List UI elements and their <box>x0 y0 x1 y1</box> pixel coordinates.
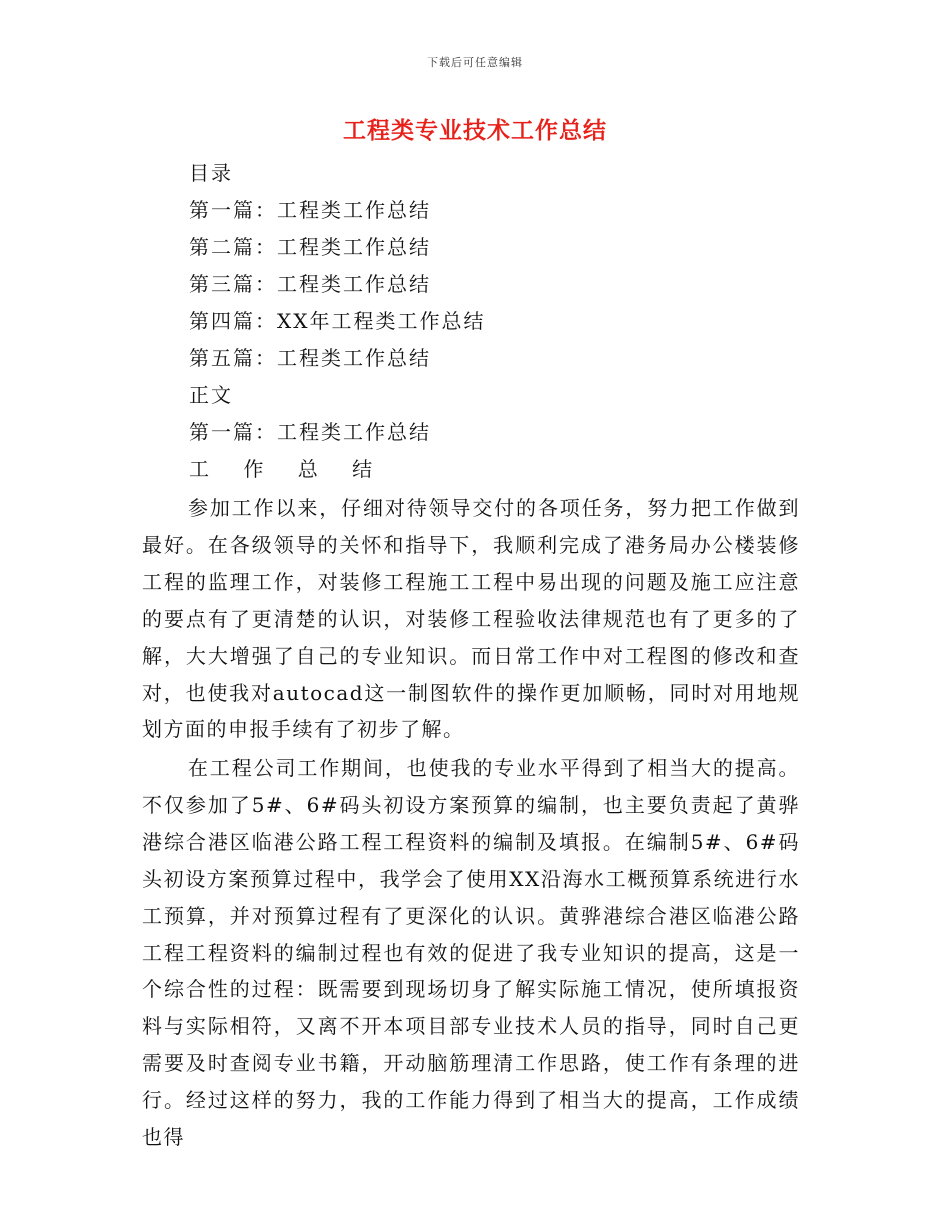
toc-item-5: 第五篇：工程类工作总结 <box>189 346 431 370</box>
toc-item-2: 第二篇：工程类工作总结 <box>189 235 431 259</box>
page-header-note: 下载后可任意编辑 <box>427 56 523 69</box>
section-subheading: 工 作 总 结 <box>189 457 387 481</box>
toc-heading: 目录 <box>189 161 233 185</box>
toc-item-1: 第一篇：工程类工作总结 <box>189 198 431 222</box>
document-title: 工程类专业技术工作总结 <box>343 117 607 144</box>
section-heading: 第一篇：工程类工作总结 <box>189 420 431 444</box>
toc-item-3: 第三篇：工程类工作总结 <box>189 272 431 296</box>
toc-item-4: 第四篇：XX年工程类工作总结 <box>189 309 486 333</box>
body-heading: 正文 <box>189 383 233 407</box>
table-of-contents <box>189 158 829 491</box>
body-paragraph-1: 参加工作以来，仔细对待领导交付的各项任务，努力把工作做到最好。在各级领导的关怀和指导下，我顺利完成了港务局办公楼装修工程的监理工作，对装修工程施工工程中易出现的问题及施工应注意的要点有了更清楚的认识，对装修工程验收法律规范也有了更多的了解，大大增强了自己的专业知识。而日常工作中对工程图的修改和查对，也使我对autocad这一制图软件的操作更加顺畅，同时对用地规划方面的申报手续有了初步了解。 <box>142 496 800 742</box>
body-paragraph-2: 在工程公司工作期间，也使我的专业水平得到了相当大的提高。不仅参加了5#、6#码头初设方案预算的编制，也主要负责起了黄骅港综合港区临港公路工程工程资料的编制及填报。在编制5#、6#码头初设方案预算过程中，我学会了使用XX沿海水工概预算系统进行水工预算，并对预算过程有了更深化的认识。黄骅港综合港区临港公路工程工程资料的编制过程也有效的促进了我专业知识的提高，这是一个综合性的过程：既需要到现场切身了解实际施工情况，使所填报资料与实际相符，又离不开本项目部专业技术人员的指导，同时自己更需要及时查阅专业书籍，开动脑筋理清工作思路，使工作有条理的进行。经过这样的努力，我的工作能力得到了相当大的提高，工作成绩也得 <box>142 756 800 1150</box>
